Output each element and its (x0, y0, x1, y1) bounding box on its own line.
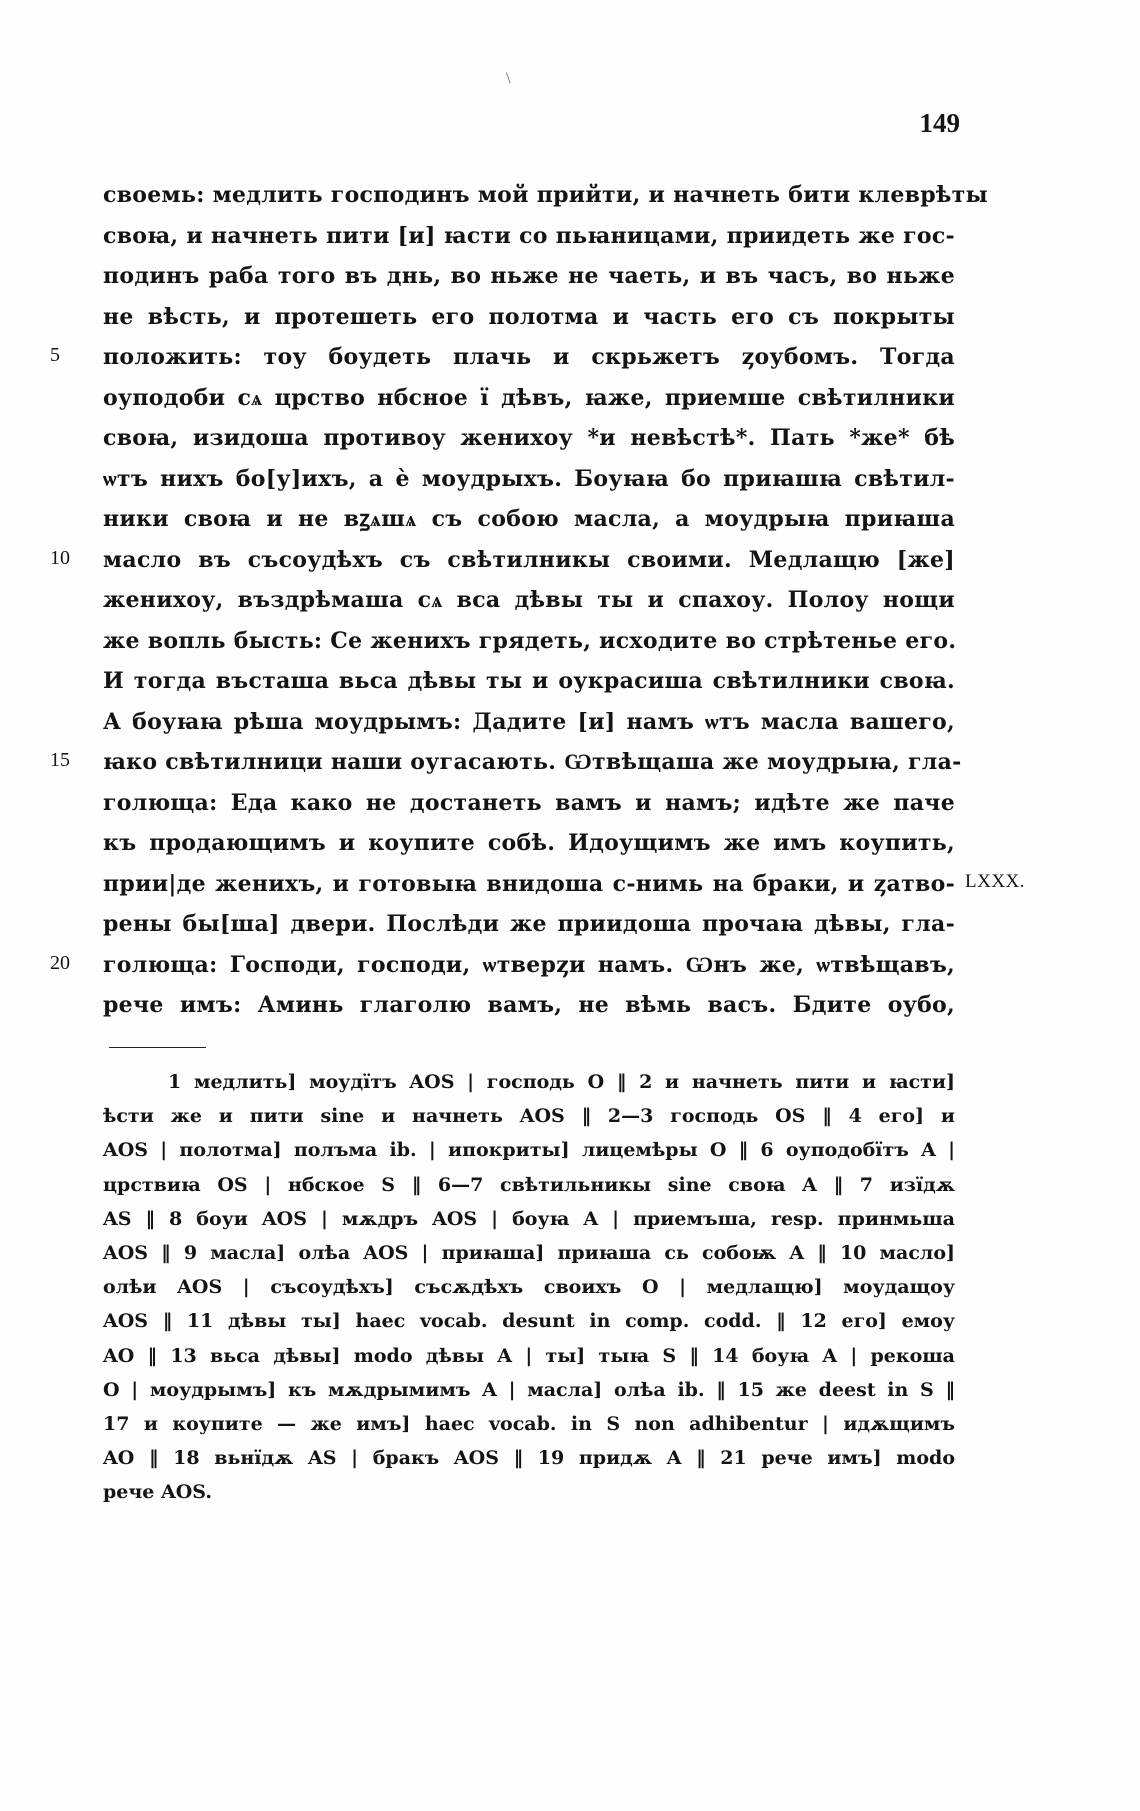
footnote-text: 17 и коупите — же имъ] haec vocab. in S non adhibentur | идѫщимъ (103, 1412, 955, 1435)
footnote-text: AOS | полотма] полъма ib. | ипокриты] лицемѣры O ‖ 6 оуподобїтъ A | (103, 1139, 955, 1162)
text-line (0, 545, 1140, 586)
text-line (0, 302, 1140, 343)
text-line (0, 869, 1140, 910)
footnote-line (0, 1102, 1140, 1136)
text-line (0, 261, 1140, 302)
footnote-text: рече AOS. (103, 1481, 212, 1504)
footnote-line (0, 1205, 1140, 1239)
text-line (0, 788, 1140, 829)
text-line (0, 747, 1140, 788)
line-text: ꙗко свѣтилници наши оугасають. Ѡтвѣщаша же моудрыꙗ, гла- (103, 749, 962, 775)
line-text: масло въ съсоудѣхъ съ свѣтилникы своими. Медлащю [же] (103, 546, 955, 573)
line-text: своꙗ, и начнеть пити [и] ꙗсти со пьꙗницами, приидеть же гос- (103, 222, 955, 249)
line-number: 15 (50, 749, 70, 771)
footnote-line (0, 1239, 1140, 1273)
footnote-text: AOS ‖ 9 масла] олѣа AOS | приꙗша] приꙗша сь собоѭ A ‖ 10 масло] (103, 1241, 955, 1264)
footnote-text: AO ‖ 18 вьнїдѫ AS | бракъ AOS ‖ 19 придѫ A ‖ 21 рече имъ] modo (103, 1447, 955, 1470)
text-line (0, 504, 1140, 545)
text-line (0, 464, 1140, 505)
line-text: къ продающимъ и коупите собѣ. Идоущимъ же имъ коупить, (103, 830, 955, 856)
text-line (0, 423, 1140, 464)
line-text: прии|де женихъ, и готовыꙗ внидоша с-нимь на браки, и ȥатво- (103, 870, 955, 897)
text-line (0, 707, 1140, 748)
line-text: голюща: Еда како не достанеть вамъ и намъ; идѣте же паче (103, 789, 955, 816)
footnote-line (0, 1136, 1140, 1170)
footnote-line (0, 1478, 1140, 1512)
line-text: ѡтъ нихъ бо[у]ихъ, а ѐ моудрыхъ. Боуꙗꙗ бо приꙗшꙗ свѣтил- (103, 465, 955, 492)
line-text: же вопль бысть: Се женихъ грядеть, исходите во стрѣтенье его. (103, 627, 957, 654)
footnotes (0, 1068, 1140, 1512)
line-text: И тогда въсташа вьса дѣвы ты и оукрасиша свѣтилники своꙗ. (103, 668, 955, 694)
line-text: голюща: Господи, господи, ѡтверȥи намъ. Ѡнъ же, ѡтвѣщавъ, (103, 951, 955, 978)
line-text: ники своꙗ и не вꙁѧшѧ съ собою масла, а моудрыꙗ приꙗша (103, 506, 955, 532)
line-text: своемь: медлить господинъ мой прийти, и начнеть бити клеврѣты (103, 182, 988, 208)
text-line (0, 990, 1140, 1031)
footnote-text: AOS ‖ 11 дѣвы ты] haec vocab. desunt in comp. codd. ‖ 12 его] емоу (103, 1310, 955, 1333)
footnote-line (0, 1444, 1140, 1478)
line-text: не вѣсть, и протешеть его полотма и часть его съ покрыты (103, 303, 955, 330)
footnote-text: црствиꙗ OS | нбское S ‖ 6—7 свѣтильникы sine своꙗ A ‖ 7 изїдѫ (103, 1173, 955, 1196)
footnote-text: AO ‖ 13 вьса дѣвы] modo дѣвы A | ты] тыꙗ S ‖ 14 боуꙗ A | рекоша (103, 1344, 955, 1367)
line-text: своꙗ, изидоша противоу женихоу *и невѣстѣ*. Пать *же* бѣ (103, 425, 955, 451)
text-line (0, 180, 1140, 221)
line-text: рены бы[ша] двери. Послѣди же приидоша прочаꙗ дѣвы, гла- (103, 911, 955, 937)
footnote-rule (109, 1047, 206, 1048)
footnote-text: олѣи AOS | съсоудѣхъ] съсѫдѣхъ своихъ O | медлащю] моудащоу (103, 1276, 955, 1299)
footnote-text: O | моудрымъ] къ мѫдрымимъ A | масла] олѣа ib. ‖ 15 же deest in S ‖ (103, 1378, 955, 1401)
text-line (0, 585, 1140, 626)
line-number: 20 (50, 951, 70, 974)
margin-note: LXXX. (965, 870, 1026, 892)
text-line (0, 828, 1140, 869)
page-number: 149 (919, 108, 960, 138)
line-text: женихоу, въздрѣмаша сѧ вса дѣвы ты и спахоу. Полоу нощи (103, 587, 955, 613)
line-number: 5 (50, 344, 60, 366)
footnote-line (0, 1273, 1140, 1307)
footnote-line (0, 1171, 1140, 1205)
footnote-line (0, 1342, 1140, 1376)
line-text: оуподоби сѧ црство нбсное ї дѣвъ, ꙗже, приемше свѣтилники (103, 384, 955, 411)
main-text (0, 180, 1140, 1031)
footnote-line (0, 1376, 1140, 1410)
stray-mark: \ (506, 70, 511, 87)
line-text: рече имъ: Аминь глаголю вамъ, не вѣмь васъ. Бдите оубо, (103, 992, 955, 1018)
text-line (0, 342, 1140, 383)
line-text: А боуꙗꙗ рѣша моудрымъ: Дадите [и] намъ ѡтъ масла вашего, (103, 708, 955, 735)
text-line (0, 221, 1140, 262)
footnote-line (0, 1410, 1140, 1444)
line-number: 10 (50, 546, 70, 569)
footnote-text: ѣсти же и пити sine и начнеть AOS ‖ 2—3 господь OS ‖ 4 его] и (103, 1105, 955, 1128)
footnote-line (0, 1068, 1140, 1102)
footnote-text: AS ‖ 8 боуи AOS | мѫдръ AOS | боуꙗ A | приемъша, resp. принмьша (103, 1207, 955, 1230)
line-text: подинъ раба того въ днь, во ньже не чаеть, и въ часъ, во ньже (103, 263, 955, 289)
text-line (0, 950, 1140, 991)
text-line (0, 626, 1140, 667)
text-line (0, 666, 1140, 707)
footnote-text: 1 медлить] моудїтъ AOS | господь O ‖ 2 и начнеть пити и ꙗсти] (168, 1071, 955, 1093)
footnote-line (0, 1307, 1140, 1341)
line-text: положить: тоу боудеть плачь и скрьжетъ ȥоубомъ. Тогда (103, 344, 955, 370)
text-line (0, 909, 1140, 950)
text-line (0, 383, 1140, 424)
